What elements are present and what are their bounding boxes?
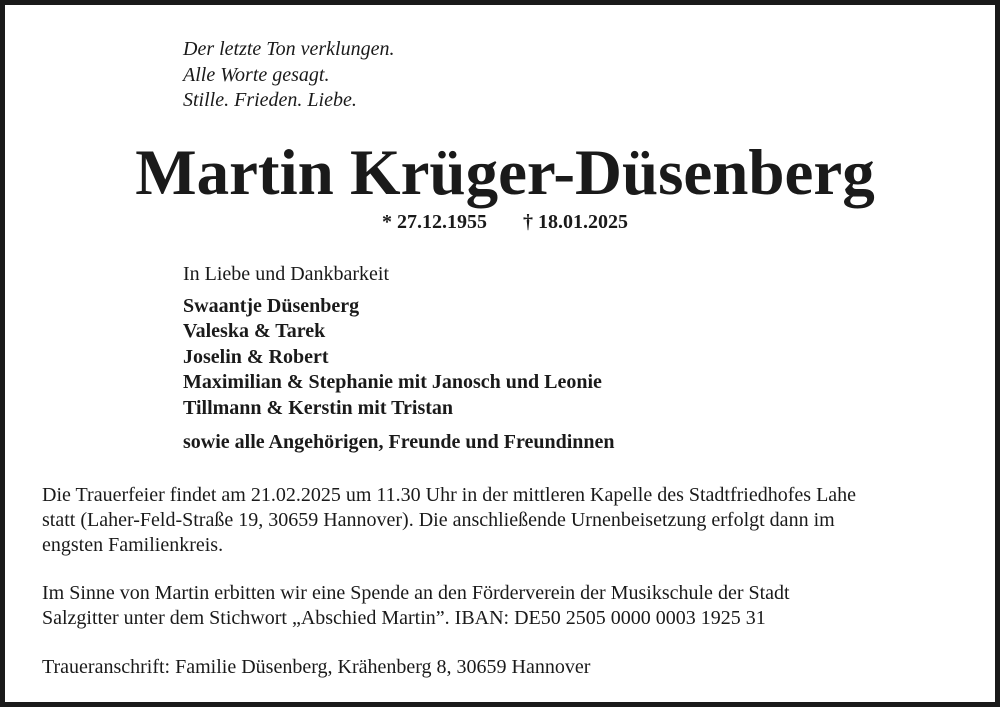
funeral-line: engsten Familienkreis. <box>42 534 224 556</box>
poem-line: Der letzte Ton verklungen. <box>183 38 395 60</box>
mourner-name: Maximilian & Stephanie mit Janosch und Leonie <box>183 371 602 394</box>
funeral-line: Die Trauerfeier findet am 21.02.2025 um 11.30 Uhr in der mittleren Kapelle des Stadtfriedhofes Lahe <box>42 484 857 506</box>
donation-request <box>42 581 982 631</box>
address-line: Traueranschrift: Familie Düsenberg, Krähenberg 8, 30659 Hannover <box>42 656 591 678</box>
mourner-name: Joselin & Robert <box>183 345 329 368</box>
deceased-name: Martin Krüger-Düsenberg <box>135 137 875 209</box>
donation-line: Im Sinne von Martin erbitten wir eine Spende an den Förderverein der Musikschule der Stadt <box>42 582 790 604</box>
mourner-list <box>183 294 602 421</box>
life-dates <box>5 209 1000 235</box>
mourner-name: Valeska & Tarek <box>183 320 326 343</box>
death-date: † 18.01.2025 <box>523 211 628 233</box>
birth-date: * 27.12.1955 <box>382 211 487 233</box>
poem-line: Alle Worte gesagt. <box>183 63 330 86</box>
mourning-intro: In Liebe und Dankbarkeit <box>183 263 390 285</box>
poem <box>183 37 394 114</box>
mourning-address <box>42 655 982 680</box>
donation-line: Salzgitter unter dem Stichwort „Abschied Martin”. IBAN: DE50 2505 0000 0003 1925 31 <box>42 607 766 629</box>
funeral-details <box>42 483 982 558</box>
mourner-name: Tillmann & Kerstin mit Tristan <box>183 396 454 419</box>
funeral-line: statt (Laher-Feld-Straße 19, 30659 Hannover). Die anschließende Urnenbeisetzung erfolgt dann im <box>42 509 835 531</box>
other-mourners: sowie alle Angehörigen, Freunde und Freundinnen <box>183 431 615 453</box>
poem-line: Stille. Frieden. Liebe. <box>183 89 357 111</box>
mourner-name: Swaantje Düsenberg <box>183 295 360 317</box>
